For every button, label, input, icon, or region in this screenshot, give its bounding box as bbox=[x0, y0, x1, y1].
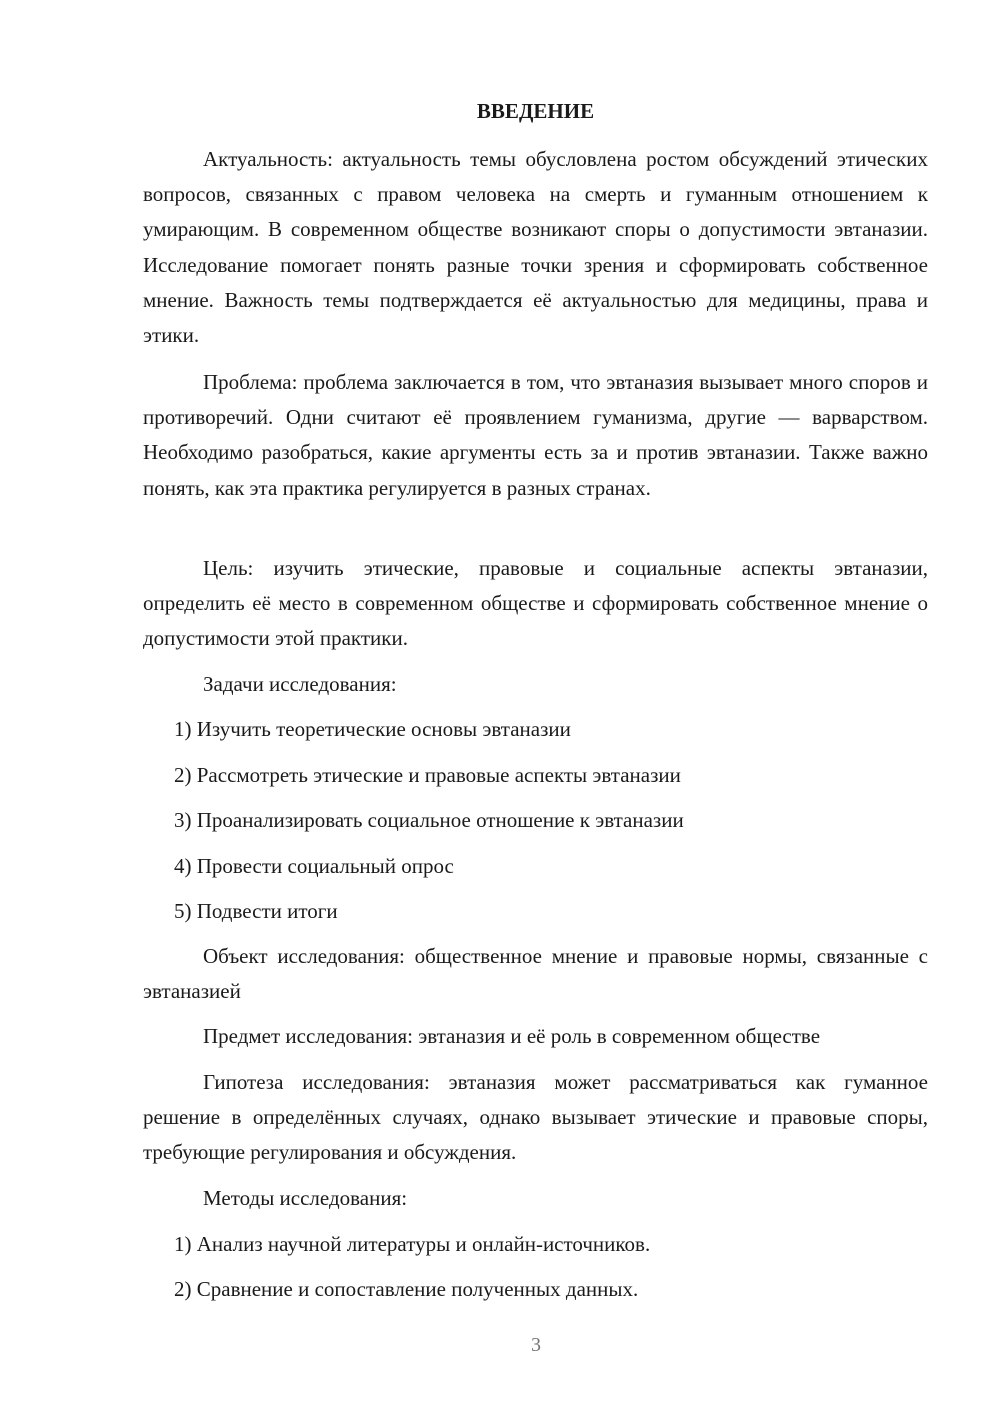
hypothesis-paragraph: Гипотеза исследования: эвтаназия может рассматриваться как гуманное решение в определённых случаях, однако вызывает этические и правовые споры, требующие регулирования и обсуждения. bbox=[143, 1070, 928, 1165]
object-paragraph: Объект исследования: общественное мнение и правовые нормы, связанные с эвтаназией bbox=[143, 944, 928, 1004]
goal-paragraph: Цель: изучить этические, правовые и социальные аспекты эвтаназии, определить её место в современном обществе и сформировать собственное мнение о допустимости этой практики. bbox=[143, 556, 928, 651]
method-item: 2) Сравнение и сопоставление полученных данных. bbox=[174, 1277, 639, 1301]
methods-heading: Методы исследования: bbox=[203, 1186, 408, 1210]
page-number: 3 bbox=[531, 1334, 541, 1356]
task-item: 3) Проанализировать социальное отношение к эвтаназии bbox=[174, 808, 684, 832]
task-item: 5) Подвести итоги bbox=[174, 899, 338, 923]
task-item: 4) Провести социальный опрос bbox=[174, 854, 454, 878]
relevance-paragraph: Актуальность: актуальность темы обусловлена ростом обсуждений этических вопросов, связанных с правом человека на смерть и гуманным отношением к умирающим. В современном обществе возникают споры о допустимости эвтаназии. Исследование помогает понять разные точки зрения и сформировать собственное мнение. Важность темы подтверждается её актуальностью для медицины, права и этики. bbox=[143, 147, 928, 348]
subject-paragraph: Предмет исследования: эвтаназия и её роль в современном обществе bbox=[203, 1024, 821, 1048]
problem-paragraph: Проблема: проблема заключается в том, что эвтаназия вызывает много споров и противоречий. Одни считают её проявлением гуманизма, другие — варварством. Необходимо разобраться, какие аргументы есть за и против эвтаназии. Также важно понять, как эта практика регулируется в разных странах. bbox=[143, 370, 928, 500]
task-item: 2) Рассмотреть этические и правовые аспекты эвтаназии bbox=[174, 763, 681, 787]
tasks-heading: Задачи исследования: bbox=[203, 672, 397, 696]
section-title: ВВЕДЕНИЕ bbox=[476, 99, 595, 123]
method-item: 1) Анализ научной литературы и онлайн-источников. bbox=[174, 1232, 651, 1256]
task-item: 1) Изучить теоретические основы эвтаназии bbox=[174, 717, 571, 741]
